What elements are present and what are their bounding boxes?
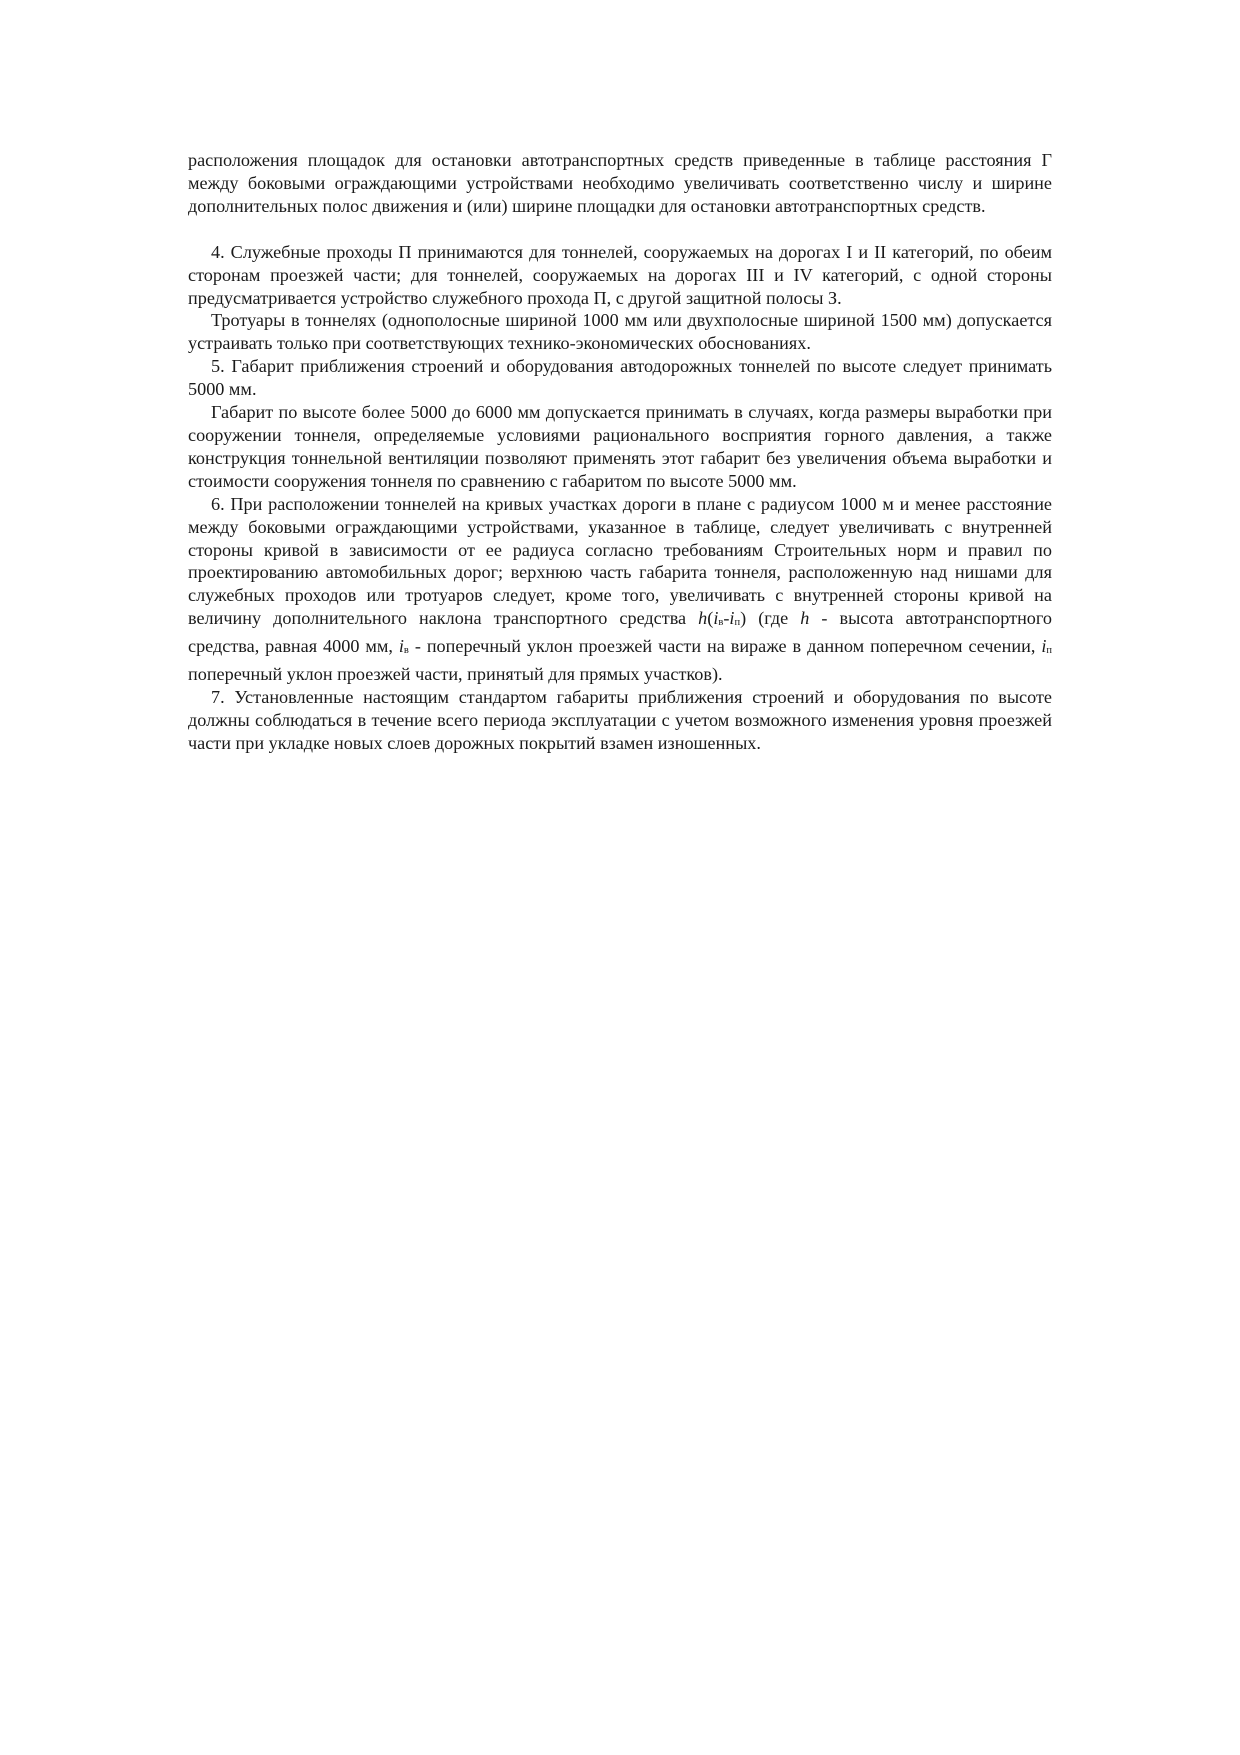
item-6-text-d: - поперечный уклон проезжей части на вираже в данном поперечном сечении, — [408, 636, 1042, 657]
var-i-p-definition: i — [1041, 636, 1047, 657]
var-sub-v-definition: в — [403, 645, 409, 657]
paragraph-height-clearance: Габарит по высоте более 5000 до 6000 мм допускается принимать в случаях, когда размеры выработки при сооружении тоннеля, определяемые условиями рационального восприятия горного давления, а также конструкция тоннельной вентиляции позволяют применять этот габарит без увеличения объема выработки и стоимости сооружения тоннеля по сравнению с габаритом по высоте 5000 мм. — [188, 402, 1052, 491]
var-i-v-definition: i — [398, 636, 404, 657]
paragraph-item-4: 4. Служебные проходы П принимаются для тоннелей, сооружаемых на дорогах I и II категорий, по обеим сторонам проезжей части; для тоннелей, сооружаемых на дорогах III и IV категорий, с одной стороны предусматривается устройство служебного прохода П, с другой защитной полосы З. — [188, 241, 1052, 308]
paragraph-continuation: расположения площадок для остановки автотранспортных средств приведенные в таблице расстояния Г между боковыми ограждающими устройствами необходимо увеличивать соответственно числу и ширине дополнительных полос движения и (или) ширине площадки для остановки автотранспортных средств. — [188, 150, 1052, 216]
formula-sub-p: п — [734, 617, 741, 629]
formula-minus: - — [723, 608, 730, 629]
paragraph-item-6 — [188, 493, 1052, 686]
item-6-text-b: (где — [746, 608, 801, 629]
item-6-text-c: - высота автотранспортного средства, равная 4000 мм, — [188, 608, 1053, 657]
item-6-text-a: 6. При расположении тоннелей на кривых участках дороги в плане с радиусом 1000 м и менее расстояние между боковыми ограждающими устройствами, указанное в таблице, следует увеличивать с внутренней стороны кривой в зависимости от ее радиуса согласно требованиям Строительных норм и правил по проектированию автомобильных дорог; верхнюю часть габарита тоннеля, расположенную над нишами для служебных проходов или тротуаров следует, кроме того, увеличивать с внутренней стороны кривой на величину дополнительного наклона транспортного средства — [188, 493, 1052, 629]
item-6-text-e: поперечный уклон проезжей части, принятый для прямых участков). — [188, 664, 723, 685]
paragraph-gap — [188, 218, 1052, 241]
var-sub-p-definition: п — [1046, 645, 1052, 657]
var-h-definition: h — [800, 608, 810, 629]
paragraph-item-7: 7. Установленные настоящим стандартом габариты приближения строений и оборудования по высоте должны соблюдаться в течение всего периода эксплуатации с учетом возможного изменения уровня проезжей части при укладке новых слоев дорожных покрытий взамен изношенных. — [188, 686, 1052, 753]
formula-paren-open: ( — [707, 608, 714, 629]
formula-h: h — [698, 608, 708, 629]
document-page — [188, 149, 1052, 755]
paragraph-sidewalks: Тротуары в тоннелях (однополосные шириной 1000 мм или двухполосные шириной 1500 мм) допускается устраивать только при соответствующих технико-экономических обоснованиях. — [188, 310, 1052, 354]
formula-i-v: i — [713, 608, 719, 629]
formula-paren-close: ) — [740, 608, 747, 629]
formula-sub-v: в — [718, 617, 724, 629]
paragraph-item-5: 5. Габарит приближения строений и оборудования автодорожных тоннелей по высоте следует принимать 5000 мм. — [188, 356, 1052, 400]
formula-i-p: i — [729, 608, 735, 629]
